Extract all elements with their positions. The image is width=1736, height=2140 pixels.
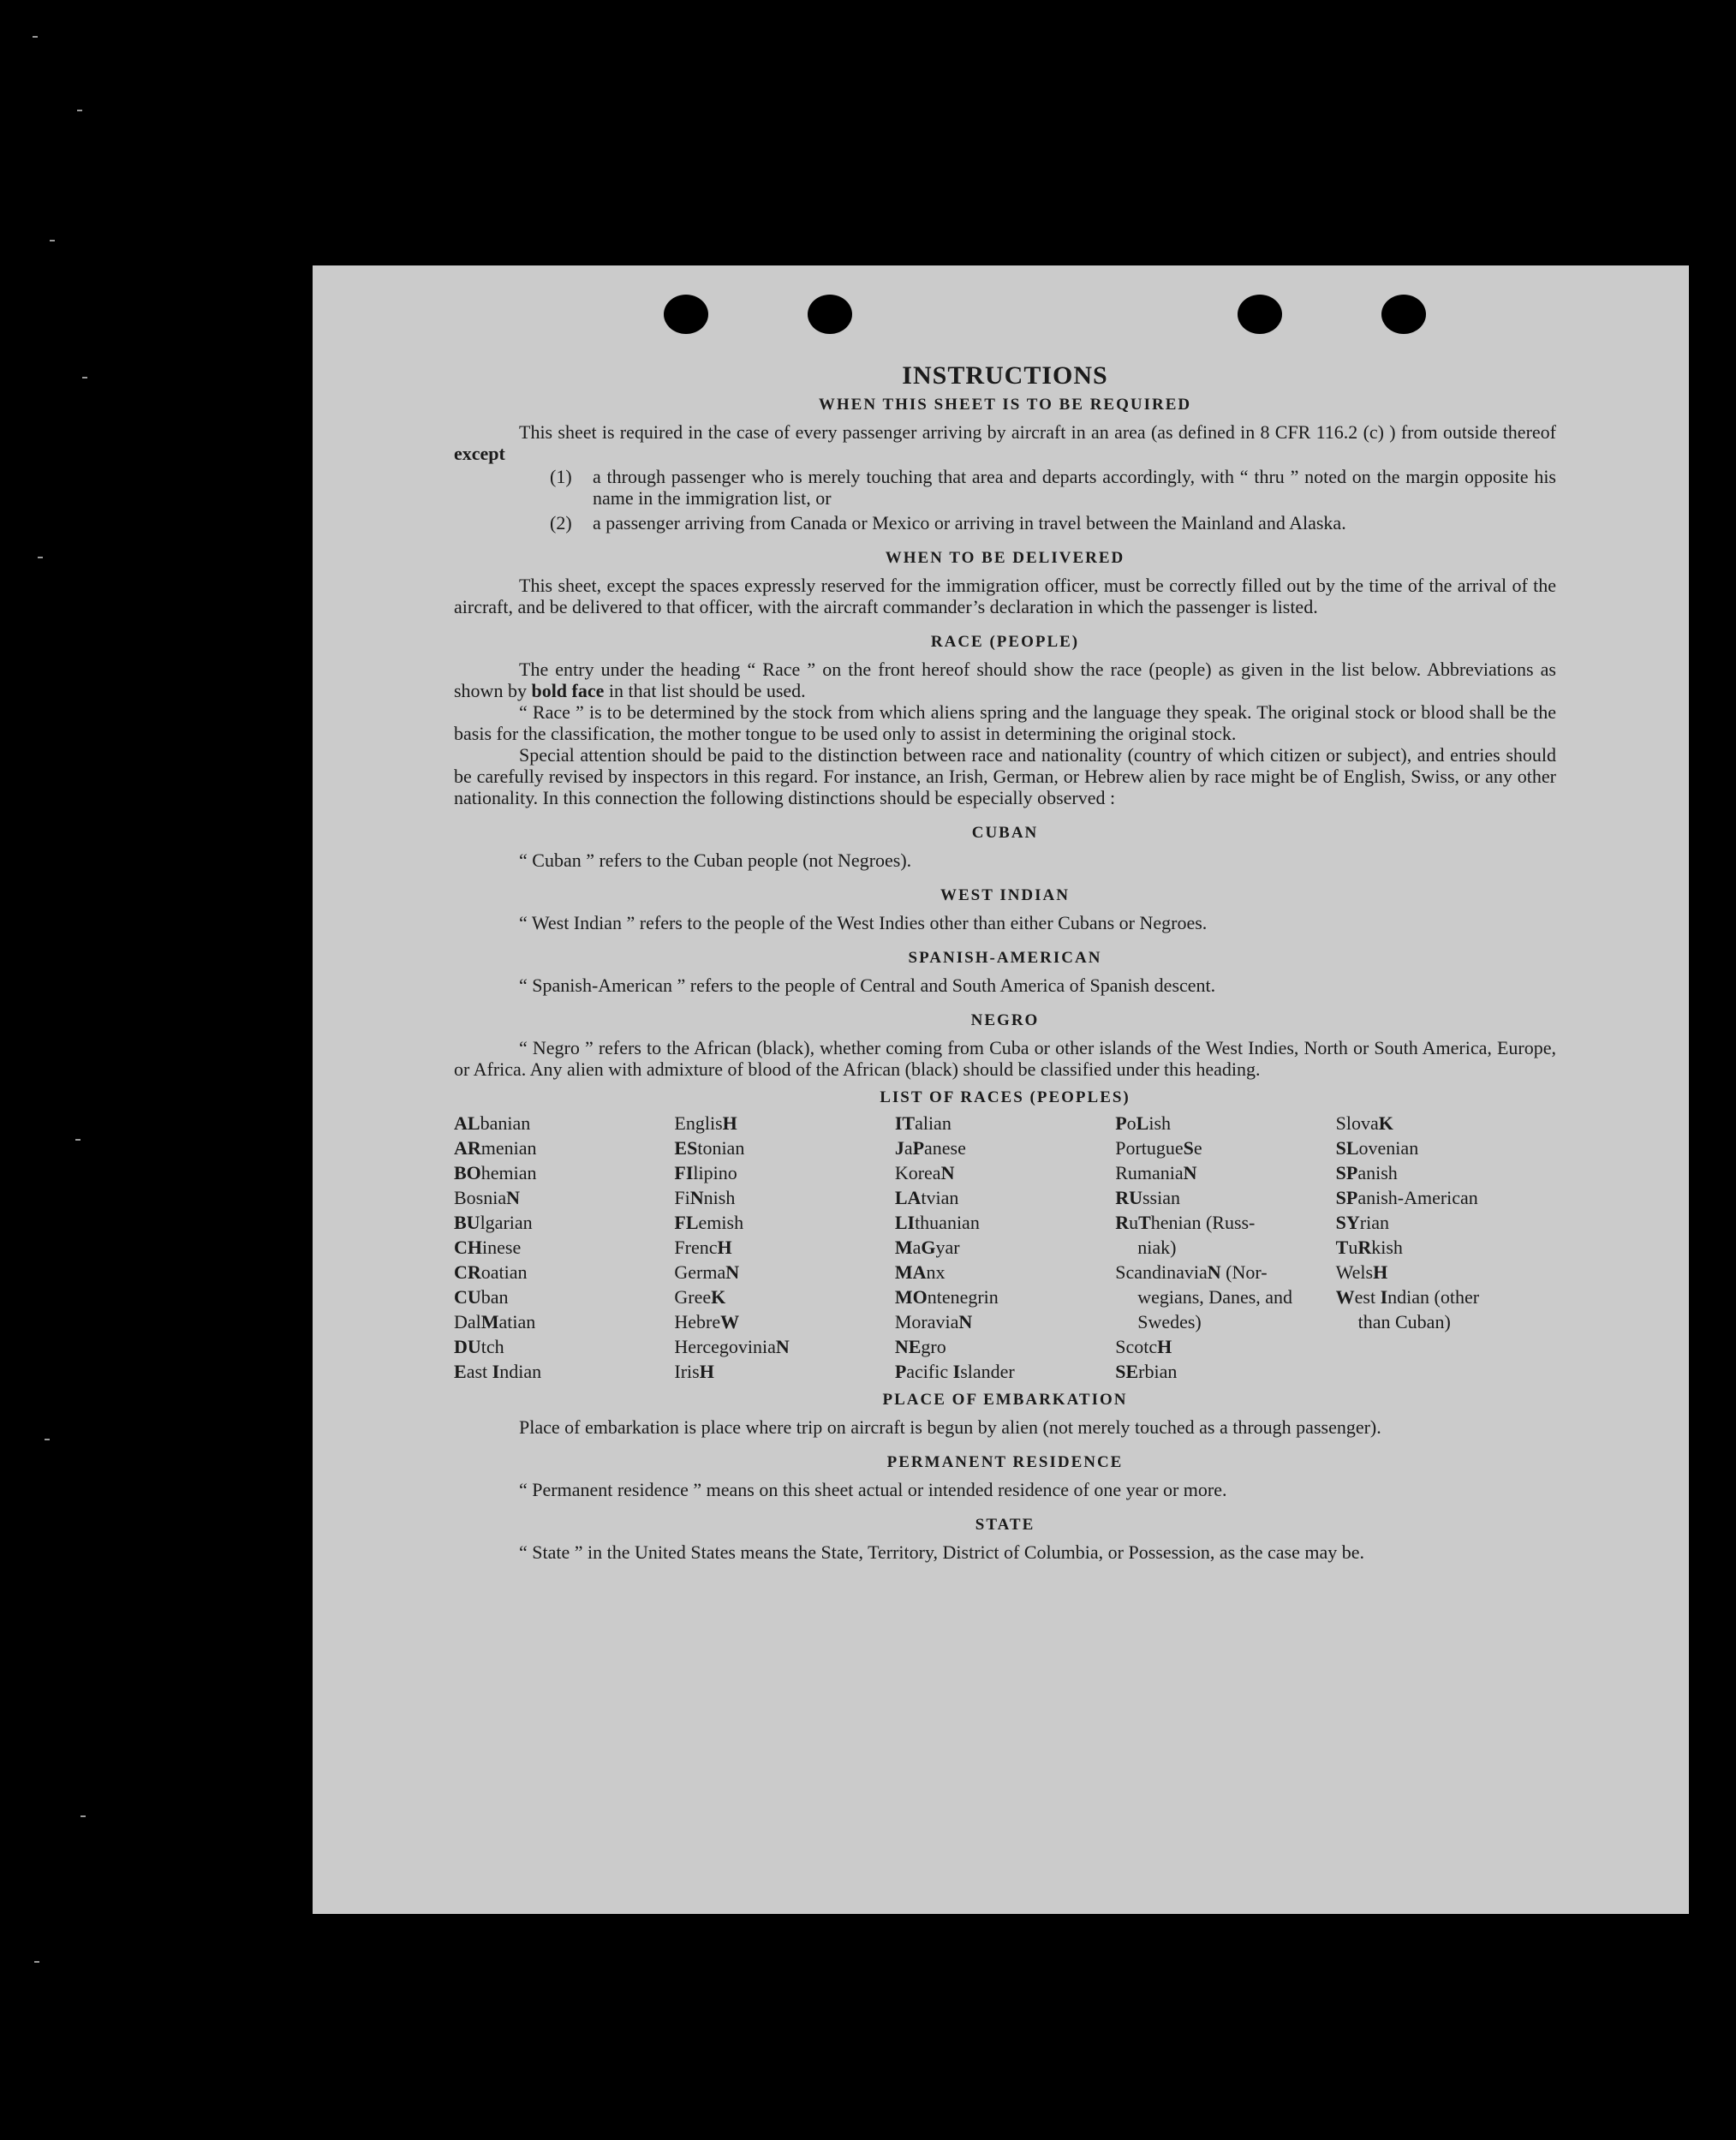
race-name-text: Rumania <box>1115 1162 1184 1183</box>
races-list <box>454 1111 1556 1384</box>
race-abbreviation: RU <box>1115 1187 1142 1208</box>
race-name-text: tch <box>480 1336 504 1357</box>
race-abbreviation: W <box>1335 1286 1355 1308</box>
race-text-start: The entry under the heading “ Race ” on the front hereof should show the race (people) as given in the list below. Abbreviations as shown by <box>454 659 1556 701</box>
race-name-text: banian <box>480 1112 531 1134</box>
race-name-text: ban <box>480 1286 509 1308</box>
race-entry <box>1115 1136 1335 1160</box>
race-name-text: ntenegrin <box>927 1286 999 1308</box>
race-name-text: Englis <box>674 1112 723 1134</box>
race-entry <box>1336 1185 1556 1210</box>
race-name-text: a <box>912 1237 922 1258</box>
race-entry <box>895 1260 1115 1285</box>
race-entry <box>454 1334 674 1359</box>
scan-speck <box>38 557 43 558</box>
race-abbreviation: LA <box>894 1187 922 1208</box>
race-entry <box>454 1185 674 1210</box>
race-name-text: tvian <box>921 1187 959 1208</box>
race-abbreviation: H <box>722 1112 737 1134</box>
race-name-text: Wels <box>1335 1261 1374 1283</box>
race-name-text: Germa <box>674 1261 726 1283</box>
race-name-text: Scotc <box>1115 1336 1158 1357</box>
race-abbreviation: MA <box>894 1261 927 1283</box>
list-item <box>550 512 1556 534</box>
race-abbreviation: NE <box>894 1336 922 1357</box>
race-name-text: Hercegovinia <box>674 1336 776 1357</box>
race-entry <box>895 1285 1115 1309</box>
race-entry <box>674 1136 894 1160</box>
race-entry <box>454 1359 674 1384</box>
race-abbreviation: K <box>711 1286 726 1308</box>
section-heading: WHEN THIS SHEET IS TO BE REQUIRED <box>818 396 1192 414</box>
race-abbreviation: I <box>1380 1286 1388 1308</box>
races-column <box>454 1111 674 1384</box>
section-paragraph: “ Race ” is to be determined by the stock from which aliens spring and the language they speak. The original stock or blood shall be the basis for the classification, the mother tongue to be used only to assist in determining the original stock. <box>454 701 1556 744</box>
punch-hole <box>664 295 708 334</box>
race-name-text: gro <box>921 1336 946 1357</box>
race-entry <box>895 1160 1115 1185</box>
race-abbreviation: FL <box>674 1212 699 1233</box>
race-entry <box>674 1285 894 1309</box>
race-abbreviation: ES <box>674 1137 698 1159</box>
race-name-text: o <box>1126 1112 1136 1134</box>
race-name-text: lipino <box>693 1162 737 1183</box>
race-abbreviation: AR <box>454 1137 481 1159</box>
race-name-text: (Nor- <box>1220 1261 1268 1283</box>
race-abbreviation: H <box>699 1361 714 1382</box>
race-abbreviation: CH <box>454 1237 482 1258</box>
race-name-text: ovenian <box>1358 1137 1419 1159</box>
race-abbreviation: DU <box>454 1336 481 1357</box>
race-abbreviation: N <box>506 1187 521 1208</box>
section-heading: NEGRO <box>970 1011 1040 1029</box>
race-name-text: Slova <box>1335 1112 1379 1134</box>
race-text-end: in that list should be used. <box>608 680 806 701</box>
race-name-text: ssian <box>1142 1187 1180 1208</box>
race-name-text: yar <box>935 1237 960 1258</box>
race-name-text: lgarian <box>480 1212 533 1233</box>
section-paragraph: “ Cuban ” refers to the Cuban people (not Negroes). <box>519 849 912 871</box>
race-abbreviation: AL <box>454 1112 480 1134</box>
race-name-text: alian <box>915 1112 952 1134</box>
race-abbreviation: R <box>1115 1212 1130 1233</box>
race-name-text: rbian <box>1138 1361 1178 1382</box>
list-item-number: (2) <box>550 512 572 534</box>
race-name-text: ndian (other <box>1387 1286 1480 1308</box>
race-entry <box>454 1210 674 1235</box>
race-abbreviation: SP <box>1335 1162 1358 1183</box>
scan-speck <box>82 377 87 379</box>
race-name-text: hemian <box>480 1162 537 1183</box>
list-item <box>550 466 1556 509</box>
scan-speck <box>75 1139 81 1141</box>
race-name-text: henian (Russ- <box>1150 1212 1256 1233</box>
race-entry <box>674 1160 894 1185</box>
race-name-text: nish <box>703 1187 736 1208</box>
race-entry-continuation: niak) <box>1137 1237 1177 1258</box>
race-entry <box>1115 1334 1335 1359</box>
race-entry <box>454 1136 674 1160</box>
intro-bold-text: except <box>454 443 505 464</box>
race-entry <box>454 1111 674 1136</box>
section-heading: SPANISH-AMERICAN <box>908 949 1102 967</box>
section-paragraph: Special attention should be paid to the distinction between race and nationality (country of which citizen or subject), and entries should be carefully revised by inspectors in this regard. For instance, an Irish, German, or Hebrew alien by race might be of English, Swiss, or any other nationality. In this connection the following distinctions should be especially observed : <box>454 744 1556 808</box>
section-paragraph: “ West Indian ” refers to the people of the West Indies other than either Cubans or Negroes. <box>519 912 1208 933</box>
scan-speck <box>45 1439 50 1440</box>
section-heading: PLACE OF EMBARKATION <box>882 1391 1128 1409</box>
page-title: INSTRUCTIONS <box>902 361 1108 390</box>
race-entry <box>895 1185 1115 1210</box>
races-column <box>1336 1111 1556 1384</box>
race-name-text: acific <box>906 1361 953 1382</box>
races-column <box>1115 1111 1335 1384</box>
race-bold-text: bold face <box>531 680 605 701</box>
race-name-text: oatian <box>480 1261 528 1283</box>
section-heading: WHEN TO BE DELIVERED <box>885 549 1125 567</box>
intro-text: This sheet is required in the case of every passenger arriving by aircraft in an area (as defined in 8 CFR 116.2 (c) ) from outside thereof <box>519 421 1556 443</box>
race-abbreviation: IT <box>894 1112 916 1134</box>
race-entry <box>895 1235 1115 1260</box>
scan-speck <box>34 1961 39 1963</box>
race-entry <box>454 1235 674 1260</box>
race-name-text: Korea <box>894 1162 941 1183</box>
race-abbreviation: P <box>912 1137 925 1159</box>
section-heading: CUBAN <box>971 824 1039 842</box>
race-abbreviation: W <box>720 1311 740 1332</box>
section-paragraph: This sheet, except the spaces expressly reserved for the immigration officer, must be correctly filled out by the time of the arrival of the aircraft, and be delivered to that officer, with the aircraft commander’s declaration in which the passenger is listed. <box>454 575 1556 617</box>
race-abbreviation: I <box>492 1361 500 1382</box>
race-name-text: kish <box>1371 1237 1403 1258</box>
race-abbreviation: H <box>1157 1336 1172 1357</box>
race-abbreviation: P <box>894 1361 907 1382</box>
race-name-text: Fi <box>674 1187 690 1208</box>
race-name-text: Hebre <box>674 1311 721 1332</box>
race-abbreviation: M <box>480 1311 499 1332</box>
race-abbreviation: N <box>1183 1162 1197 1183</box>
races-list-heading: LIST OF RACES (PEOPLES) <box>880 1088 1130 1106</box>
race-entry <box>1336 1210 1556 1235</box>
race-name-text: atian <box>498 1311 536 1332</box>
race-name-text: inese <box>482 1237 522 1258</box>
section-paragraph: Place of embarkation is place where trip on aircraft is begun by alien (not merely touched as a through passenger). <box>519 1416 1381 1438</box>
race-entry <box>454 1260 674 1285</box>
punch-hole <box>1381 295 1426 334</box>
exception-list <box>550 466 1556 534</box>
race-abbreviation: N <box>725 1261 740 1283</box>
race-abbreviation: N <box>940 1162 955 1183</box>
race-entry <box>674 1309 894 1334</box>
race-abbreviation: I <box>952 1361 961 1382</box>
race-entry <box>1115 1111 1335 1136</box>
race-entry-continuation: wegians, Danes, and Swedes) <box>1137 1286 1293 1332</box>
section-paragraph: “ Negro ” refers to the African (black), whether coming from Cuba or other islands of the West Indies, North or South America, Europe, or Africa. Any alien with admixture of blood of the African (black) should be classified under this heading. <box>454 1037 1556 1080</box>
race-name-text: Iris <box>674 1361 700 1382</box>
scan-speck <box>77 110 82 111</box>
race-entry <box>454 1285 674 1309</box>
race-abbreviation: SP <box>1335 1187 1358 1208</box>
section-heading: WEST INDIAN <box>940 886 1070 904</box>
race-name-text: Gree <box>674 1286 712 1308</box>
race-entry <box>895 1136 1115 1160</box>
race-abbreviation: K <box>1378 1112 1393 1134</box>
race-entry <box>1336 1285 1556 1309</box>
race-entry <box>1336 1160 1556 1185</box>
section-heading: PERMANENT RESIDENCE <box>886 1453 1124 1471</box>
race-abbreviation: P <box>1115 1112 1127 1134</box>
race-abbreviation: N <box>1207 1261 1221 1283</box>
race-entry <box>1336 1260 1556 1285</box>
race-abbreviation: T <box>1138 1212 1151 1233</box>
scan-speck <box>50 240 55 241</box>
race-abbreviation: J <box>894 1137 904 1159</box>
race-entry <box>1336 1235 1556 1260</box>
race-entry <box>1115 1210 1335 1235</box>
race-name-text: a <box>904 1137 913 1159</box>
race-abbreviation: FI <box>674 1162 694 1183</box>
race-entry-continuation: than Cuban) <box>1357 1311 1451 1332</box>
race-entry <box>674 1359 894 1384</box>
race-abbreviation: N <box>958 1311 973 1332</box>
punch-hole <box>1238 295 1282 334</box>
race-entry <box>1115 1185 1335 1210</box>
race-entry <box>895 1210 1115 1235</box>
race-entry <box>1115 1160 1335 1185</box>
race-abbreviation: SE <box>1115 1361 1139 1382</box>
race-entry <box>454 1160 674 1185</box>
race-entry <box>674 1185 894 1210</box>
race-entry <box>674 1334 894 1359</box>
race-name-text: anese <box>924 1137 966 1159</box>
instructions-content <box>454 361 1556 1563</box>
section-heading: RACE (PEOPLE) <box>930 633 1080 651</box>
race-entry <box>1336 1111 1556 1136</box>
race-name-text: Portugue <box>1115 1137 1184 1159</box>
race-name-text: nx <box>926 1261 946 1283</box>
race-abbreviation: SY <box>1335 1212 1360 1233</box>
race-abbreviation: BU <box>454 1212 480 1233</box>
race-abbreviation: E <box>454 1361 467 1382</box>
section-paragraph <box>454 421 1556 464</box>
race-name-text: thuanian <box>915 1212 980 1233</box>
race-entry <box>674 1235 894 1260</box>
race-entry <box>454 1309 674 1334</box>
section-paragraph: “ State ” in the United States means the State, Territory, District of Columbia, or Possession, as the case may be. <box>519 1541 1365 1563</box>
race-abbreviation: S <box>1183 1137 1194 1159</box>
race-name-text: Moravia <box>894 1311 959 1332</box>
race-abbreviation: H <box>717 1237 732 1258</box>
race-abbreviation: L <box>1136 1112 1149 1134</box>
race-name-text: est <box>1354 1286 1381 1308</box>
section-paragraph: “ Permanent residence ” means on this sheet actual or intended residence of one year or more. <box>519 1479 1227 1500</box>
race-name-text: Scandinavia <box>1115 1261 1208 1283</box>
race-name-text: slander <box>960 1361 1015 1382</box>
race-abbreviation: N <box>775 1336 790 1357</box>
race-abbreviation: M <box>894 1237 913 1258</box>
race-abbreviation: LI <box>894 1212 916 1233</box>
race-abbreviation: MO <box>894 1286 928 1308</box>
race-abbreviation: CU <box>454 1286 481 1308</box>
race-name-text: tonian <box>697 1137 745 1159</box>
scan-speck <box>81 1815 86 1817</box>
race-abbreviation: BO <box>454 1162 481 1183</box>
race-name-text: e <box>1193 1137 1202 1159</box>
section-paragraph: “ Spanish-American ” refers to the people of Central and South America of Spanish descent. <box>519 975 1216 996</box>
race-name-text: Bosnia <box>454 1187 507 1208</box>
race-name-text: ndian <box>499 1361 542 1382</box>
race-entry <box>895 1334 1115 1359</box>
race-entry <box>674 1260 894 1285</box>
race-abbreviation: SL <box>1335 1137 1359 1159</box>
race-entry <box>895 1359 1115 1384</box>
races-column <box>895 1111 1115 1384</box>
race-entry <box>895 1111 1115 1136</box>
race-name-text: emish <box>698 1212 744 1233</box>
race-abbreviation: R <box>1357 1237 1372 1258</box>
race-abbreviation: N <box>689 1187 704 1208</box>
race-name-text: anish-American <box>1357 1187 1478 1208</box>
race-entry <box>1115 1359 1335 1384</box>
race-entry <box>895 1309 1115 1334</box>
list-item-text: a passenger arriving from Canada or Mexico or arriving in travel between the Mainland and Alaska. <box>593 512 1346 534</box>
race-abbreviation: CR <box>454 1261 481 1283</box>
section-heading: STATE <box>975 1516 1035 1534</box>
race-name-text: u <box>1348 1237 1358 1258</box>
document-sheet <box>313 265 1689 1914</box>
race-name-text: anish <box>1357 1162 1398 1183</box>
scan-speck <box>33 36 38 38</box>
race-abbreviation: G <box>921 1237 936 1258</box>
punch-hole <box>808 295 852 334</box>
race-abbreviation: H <box>1373 1261 1388 1283</box>
section-paragraph <box>454 659 1556 701</box>
race-entry <box>1336 1136 1556 1160</box>
race-entry <box>674 1111 894 1136</box>
race-entry <box>1115 1260 1335 1285</box>
race-entry <box>674 1210 894 1235</box>
race-name-text: Frenc <box>674 1237 718 1258</box>
race-name-text: ast <box>466 1361 492 1382</box>
list-item-text: a through passenger who is merely touching that area and departs accordingly, with “ thru ” noted on the margin opposite his name in the immigration list, or <box>593 466 1556 509</box>
race-name-text: u <box>1129 1212 1139 1233</box>
race-name-text: Dal <box>454 1311 481 1332</box>
race-abbreviation: T <box>1335 1237 1349 1258</box>
race-name-text: ish <box>1148 1112 1172 1134</box>
race-name-text: rian <box>1359 1212 1389 1233</box>
list-item-number: (1) <box>550 466 572 487</box>
race-name-text: menian <box>480 1137 537 1159</box>
races-column <box>674 1111 894 1384</box>
